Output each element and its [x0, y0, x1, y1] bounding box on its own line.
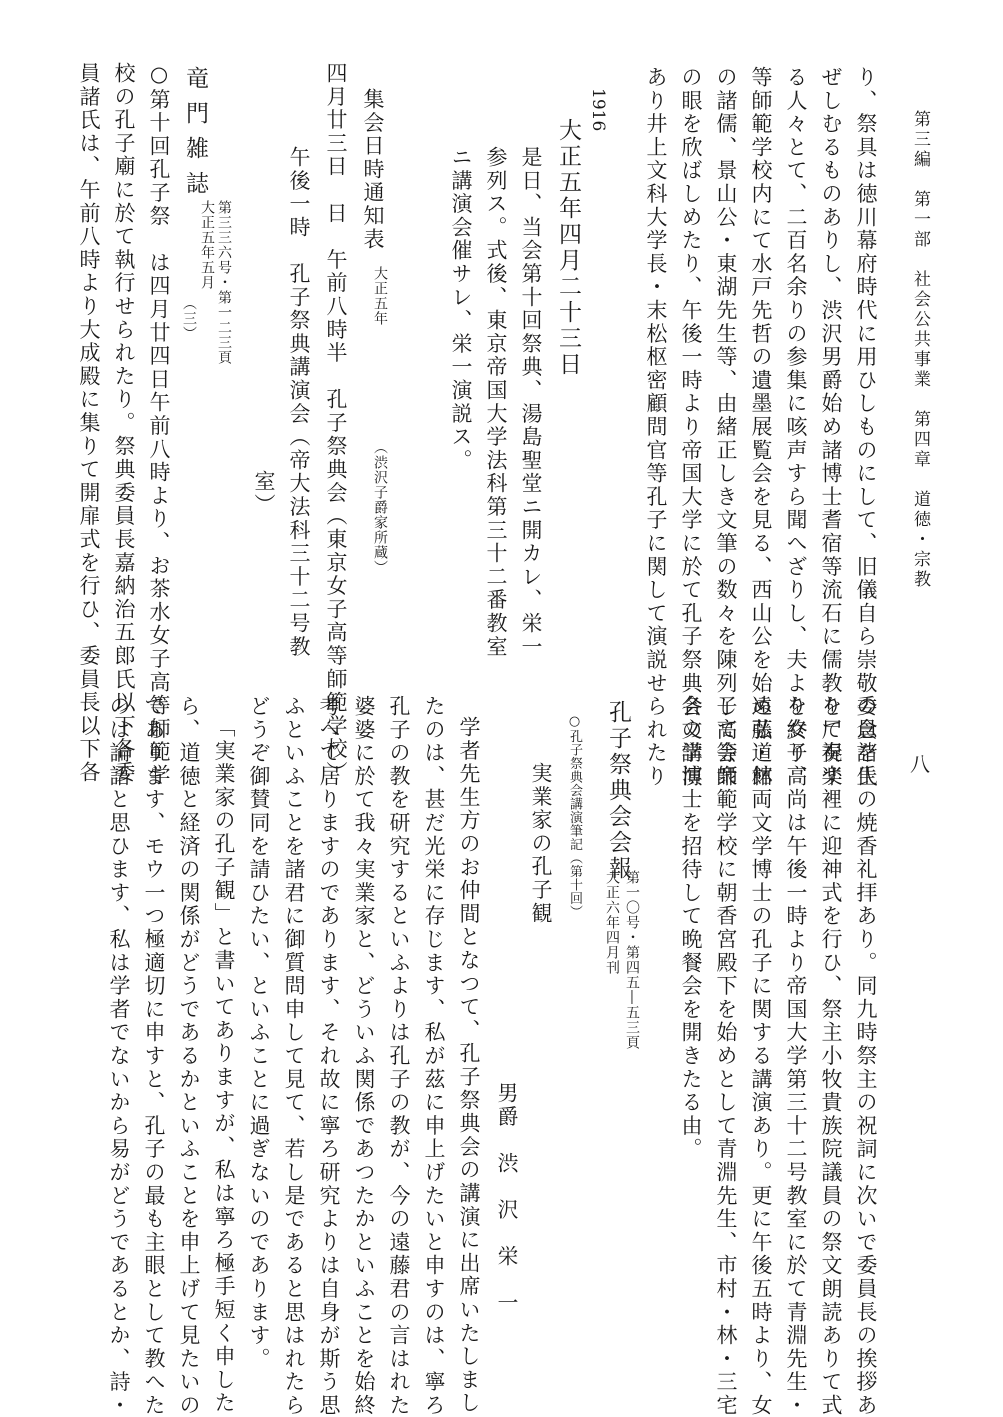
running-title: 第三編 第一部 社会公共事業 第四章 道徳・宗教: [910, 110, 930, 590]
text-line: 各文学博士を招待して晩餐会を開きたる由。: [679, 695, 703, 1161]
text-line: 遠藤・林両文学博士の孔子に関する講演あり。更に午後五時より、女: [749, 695, 773, 1417]
notice-row: 四月廿三日 日 午前八時半 孔子祭典会（東京女子高等師範学校）: [324, 62, 348, 785]
text-line: であります、モウ一つ極適切に申すと、孔子の最も主眼として教へた: [142, 695, 166, 1417]
text-line: ふといふことを諸君に御質問申して見て、若し是であると思はれたら: [282, 695, 306, 1417]
text-line: りて奏楽裡に迎神式を行ひ、祭主小牧貴族院議員の祭文朗読ありて式: [819, 695, 843, 1417]
report-date: 大正六年四月刊: [604, 870, 620, 975]
text-line: 員諸氏は、午前八時より大成殿に集りて開扉式を行ひ、委員長以下各: [77, 62, 101, 785]
notice-row-end: 室）: [252, 470, 276, 517]
text-line: ぜしむるものありし、渋沢男爵始め諸博士耆宿等流石に儒教を尸祝す: [819, 66, 843, 789]
report-title: 孔子祭典会会報: [605, 700, 631, 882]
text-line: 孔子の教を研究するといふよりは孔子の教が、今の遠藤君の言はれた: [387, 695, 411, 1417]
text-line: どうぞ御賛同を請ひたい、といふことに過ぎないのであります。: [247, 695, 271, 1371]
speaker-name: 男爵 渋 沢 栄 一: [495, 1082, 519, 1315]
text-line: たのは、甚だ光栄に存じます、私が茲に申上げたいと申すのは、寧ろ: [422, 695, 446, 1417]
notice-source: （渋沢子爵家所蔵）: [372, 440, 388, 575]
text-line: あり井上文科大学長・末松枢密顧問官等孔子に関して演説せられたり: [644, 66, 668, 789]
report-issue: 第一〇号・第四五―五三頁: [624, 870, 640, 1050]
notice-year: 大正五年: [372, 266, 388, 326]
text-line: の諸儒、景山公・東湖先生等、由緒正しき文筆の数々を陳列して会衆: [714, 66, 738, 789]
journal-title: 竜門雑誌: [182, 66, 208, 206]
year-note: 1916: [588, 88, 608, 132]
report-subtitle: ○孔子祭典会講演筆記（第十回）: [567, 714, 582, 919]
text-line: り、祭具は徳川幕府時代に用ひしものにして、旧儀自ら崇敬の念を生: [854, 66, 878, 789]
text-line: 等師範学校内にて水戸先哲の遺墨展覧会を見る、西山公を始め弘道館: [749, 66, 773, 789]
section-number: （三）: [181, 296, 197, 341]
text-line: を終り、尚は午後一時より帝国大学第三十二号教室に於て青淵先生・: [784, 695, 808, 1417]
speech-title: 実業家の孔子観: [529, 762, 553, 926]
text-line: の眼を欣ばしめたり、午後一時より帝国大学に於て孔子祭典会の講演: [679, 66, 703, 789]
text-line: ○第十回孔子祭 は四月廿四日午前八時より、お茶水女子高等師範学: [147, 62, 171, 788]
journal-issue: 第三三六号・第一二三頁: [216, 200, 232, 365]
notice-row: 午後一時 孔子祭典講演会（帝大法科三十二号教: [287, 146, 311, 659]
text-line: 委員諸氏の焼香礼拝あり。同九時祭主の祝詞に次いで委員長の挨拶あ: [854, 695, 878, 1417]
text-line: 婆婆に於て我々実業家と、どういふ関係であつたかといふことを始終: [352, 695, 376, 1417]
text-line: る人々とて、二百名余りの参集に咳声すら聞へざりし、夫より女子高: [784, 66, 808, 789]
text-line: 校の孔子廟に於て執行せられたり。祭典委員長嘉納治五郎氏以下各委: [112, 62, 136, 785]
journal-date: 大正五年五月: [199, 200, 215, 290]
text-line: 「実業家の孔子観」と書いてありますが、私は寧ろ極手短く申した: [212, 716, 236, 1415]
text-line: ら、道徳と経済の関係がどうであるかといふことを申上げて見たいの: [177, 695, 201, 1417]
text-line: 考へて居りますのであります、それ故に寧ろ研究よりは自身が斯う思: [317, 695, 341, 1417]
text-line: のは論語と思ひます、私は学者でないから易がどうであるとか、詩・: [107, 695, 131, 1417]
entry-line: ニ講演会催サレ、栄一演説ス。: [449, 146, 473, 473]
text-line: 子高等師範学校に朝香宮殿下を始めとして青淵先生、市村・林・三宅: [714, 695, 738, 1417]
text-line: 学者先生方のお仲間となつて、孔子祭典会の講演に出席いたしまし: [457, 716, 481, 1415]
notice-title: 集会日時通知表: [361, 88, 385, 252]
page-number: 八: [910, 752, 930, 776]
date-heading: 大正五年四月二十三日: [555, 118, 581, 378]
entry-line: 参列ス。式後、東京帝国大学法科第三十二番教室: [484, 146, 508, 659]
entry-line: 是日、当会第十回祭典、湯島聖堂ニ開カレ、栄一: [519, 146, 543, 659]
